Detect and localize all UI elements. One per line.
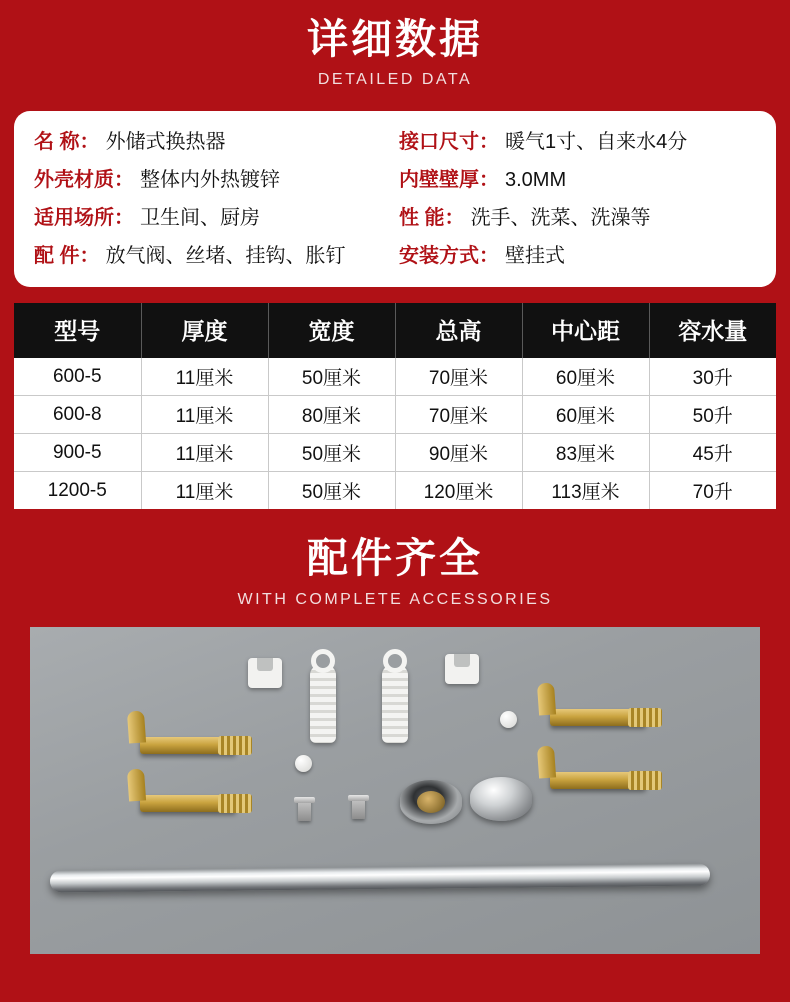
spec-label-port-size: 接口尺寸： [399, 131, 499, 154]
spec-label-installation: 安装方式： [399, 245, 499, 268]
cell-capacity: 70升 [649, 472, 776, 510]
cell-width: 80厘米 [268, 396, 395, 434]
metal-screw-icon [298, 797, 311, 821]
spec-row-name [34, 127, 393, 157]
cell-height: 70厘米 [395, 358, 522, 396]
heading-english: WITH COMPLETE ACCESSORIES [237, 590, 553, 608]
chrome-plug-icon [470, 777, 532, 821]
spec-value-wall-thickness: 3.0MM [505, 169, 567, 192]
cell-model: 900-5 [14, 434, 141, 472]
cell-center: 60厘米 [522, 396, 649, 434]
cell-model: 1200-5 [14, 472, 141, 510]
table-header-model: 型号 [14, 303, 141, 358]
cell-capacity: 30升 [649, 358, 776, 396]
spec-grid [34, 127, 758, 271]
white-ball-icon [295, 755, 312, 772]
spec-card [14, 111, 776, 287]
bolt-hook-icon [127, 768, 146, 801]
spec-value-parts: 放气阀、丝堵、挂钩、胀钉 [105, 245, 346, 268]
spec-label-name: 名 称： [34, 131, 100, 154]
cell-height: 120厘米 [395, 472, 522, 510]
chrome-pipe-icon [50, 863, 710, 892]
cell-width: 50厘米 [268, 434, 395, 472]
white-ball-icon [500, 711, 517, 728]
cell-thickness: 11厘米 [141, 358, 268, 396]
table-row [14, 396, 776, 434]
spec-value-application: 卫生间、厨房 [140, 207, 260, 230]
cell-height: 70厘米 [395, 396, 522, 434]
metal-screw-icon [352, 795, 365, 819]
table-row [14, 434, 776, 472]
cell-capacity: 45升 [649, 434, 776, 472]
cell-thickness: 11厘米 [141, 472, 268, 510]
spec-row-port-size [399, 127, 758, 157]
spec-value-name: 外储式换热器 [105, 131, 226, 154]
spec-value-installation: 壁挂式 [505, 245, 565, 268]
spec-table-body [14, 358, 776, 509]
cell-center: 60厘米 [522, 358, 649, 396]
spec-table [14, 303, 776, 509]
expansion-bolt-icon [550, 709, 646, 726]
cell-thickness: 11厘米 [141, 434, 268, 472]
spec-label-shell-material: 外壳材质： [34, 169, 134, 192]
heading-chinese: 详细数据 [307, 16, 483, 62]
expansion-bolt-icon [140, 737, 236, 754]
bolt-hook-icon [537, 682, 556, 715]
table-header-height: 总高 [395, 303, 522, 358]
spec-label-parts: 配 件： [34, 245, 100, 268]
spec-value-performance: 洗手、洗菜、洗澡等 [470, 207, 651, 230]
spec-row-performance [399, 203, 758, 233]
cell-height: 90厘米 [395, 434, 522, 472]
spec-row-wall-thickness [399, 165, 758, 195]
plastic-anchor-icon [310, 665, 336, 743]
spec-label-application: 适用场所： [34, 207, 134, 230]
spec-row-installation [399, 241, 758, 271]
heading-chinese: 配件齐全 [307, 535, 483, 582]
section-heading-accessories [0, 509, 790, 608]
cell-model: 600-5 [14, 358, 141, 396]
plastic-anchor-icon [382, 665, 408, 743]
cell-width: 50厘米 [268, 358, 395, 396]
table-header-center: 中心距 [522, 303, 649, 358]
cell-center: 113厘米 [522, 472, 649, 510]
bolt-hook-icon [127, 710, 146, 743]
table-row [14, 358, 776, 396]
wall-clip-icon [248, 658, 282, 688]
spec-table-head [14, 303, 776, 358]
anchor-eyelet-icon [311, 649, 335, 673]
heading-english: DETAILED DATA [317, 71, 473, 89]
expansion-bolt-icon [140, 795, 236, 812]
spec-label-performance: 性 能： [399, 207, 465, 230]
section-heading-detailed-data [0, 0, 790, 89]
spec-label-wall-thickness: 内壁壁厚： [399, 169, 499, 192]
expansion-bolt-icon [550, 772, 646, 789]
air-vent-valve-icon [400, 780, 462, 824]
table-header-capacity: 容水量 [649, 303, 776, 358]
cell-model: 600-8 [14, 396, 141, 434]
spec-row-application [34, 203, 393, 233]
table-header-width: 宽度 [268, 303, 395, 358]
table-row [14, 472, 776, 510]
spec-value-shell-material: 整体内外热镀锌 [140, 169, 280, 192]
bolt-hook-icon [537, 745, 556, 778]
spec-row-parts [34, 241, 393, 271]
spec-row-shell-material [34, 165, 393, 195]
cell-capacity: 50升 [649, 396, 776, 434]
spec-value-port-size: 暖气1寸、自来水4分 [505, 131, 688, 154]
accessories-photo [30, 627, 760, 954]
wall-clip-icon [445, 654, 479, 684]
anchor-eyelet-icon [383, 649, 407, 673]
table-header-thickness: 厚度 [141, 303, 268, 358]
table-header-row [14, 303, 776, 358]
cell-thickness: 11厘米 [141, 396, 268, 434]
cell-center: 83厘米 [522, 434, 649, 472]
cell-width: 50厘米 [268, 472, 395, 510]
spec-table-wrap [14, 303, 776, 509]
